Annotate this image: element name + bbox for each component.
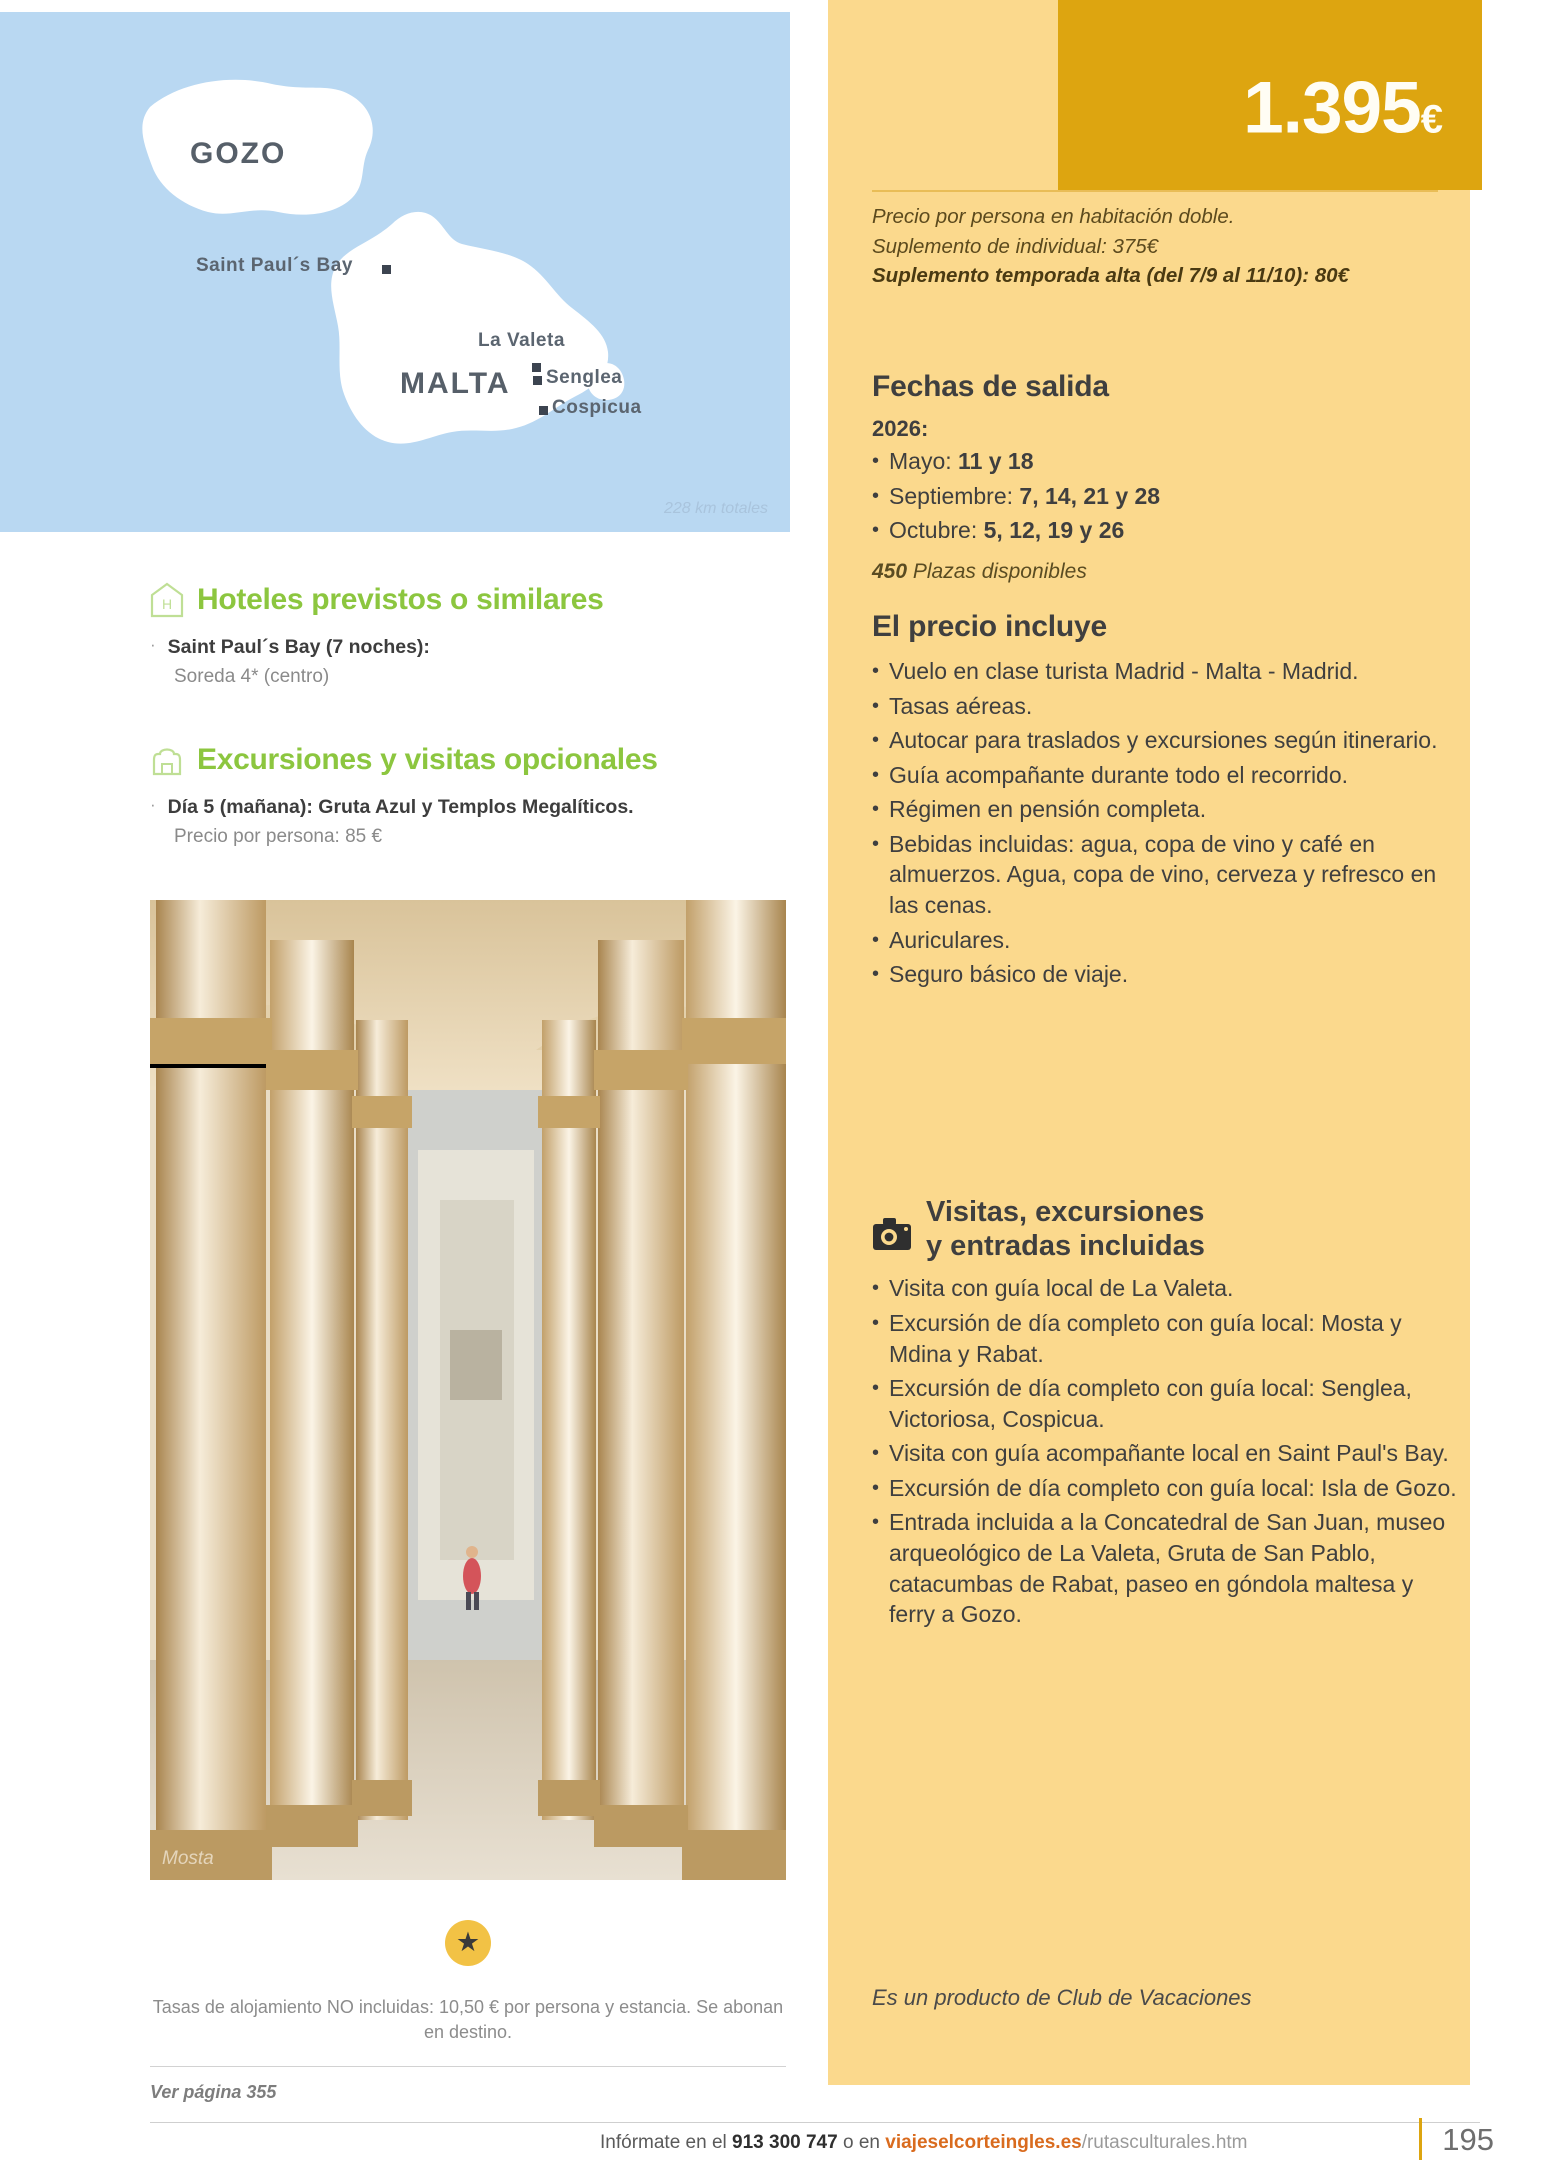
visit-text: Excursión de día completo con guía local: Mosta y Mdina y Rabat. <box>889 1310 1402 1367</box>
map-islands-graphic <box>0 12 790 532</box>
price-includes-section <box>872 610 1458 994</box>
bullet-marker: • <box>872 450 880 472</box>
footer-prefix: Infórmate en el <box>600 2132 733 2153</box>
include-text: Auriculares. <box>889 926 1011 953</box>
optional-excursions-title: Excursiones y visitas opcionales <box>197 743 658 776</box>
footer-mid: o en <box>837 2132 886 2153</box>
price-includes-title: El precio incluye <box>872 610 1108 643</box>
departure-row <box>872 446 1458 477</box>
bullet-marker: • <box>872 729 880 752</box>
bullet-marker: • <box>872 1377 880 1400</box>
visit-text: Entrada incluida a la Concatedral de San Juan, museo arqueológico de La Valeta, Gruta de San Pablo, catacumbas de Rabat, paseo en góndola maltesa y ferry a Gozo. <box>889 1509 1446 1628</box>
page-number-accent <box>1419 2118 1422 2160</box>
departure-days: 5, 12, 19 y 26 <box>983 517 1125 544</box>
hotels-title: Hoteles previstos o similares <box>197 583 604 616</box>
bullet-marker: • <box>872 928 880 951</box>
departure-month: Septiembre: <box>889 482 1020 509</box>
bullet-marker: · <box>150 635 156 654</box>
optional-excursion-name: Día 5 (mañana): Gruta Azul y Templos Megalíticos. <box>167 796 634 818</box>
visits-title-line2: y entradas incluidas <box>926 1230 1205 1263</box>
map-label-malta: MALTA <box>400 367 511 400</box>
page-number: 195 <box>1442 2122 1494 2157</box>
footer-contact-info <box>600 2132 1248 2154</box>
visit-item <box>872 1373 1458 1434</box>
include-item <box>872 794 1458 825</box>
optional-excursions-section <box>150 742 790 851</box>
include-text: Guía acompañante durante todo el recorrido. <box>889 761 1349 788</box>
hotel-detail: Soreda 4* (centro) <box>174 666 330 688</box>
departure-days: 11 y 18 <box>958 448 1034 474</box>
malta-map <box>0 12 790 532</box>
price-underline <box>872 190 1438 192</box>
visit-item <box>872 1507 1458 1629</box>
star-badge <box>150 1920 786 1971</box>
departure-dates-section <box>872 370 1458 584</box>
visit-text: Excursión de día completo con guía local: Senglea, Victoriosa, Cospicua. <box>889 1375 1412 1432</box>
footer-phone[interactable]: 913 300 747 <box>732 2132 838 2153</box>
hotel-item <box>150 634 790 660</box>
price-currency: € <box>1420 97 1442 142</box>
bullet-marker: • <box>872 694 880 717</box>
include-text: Bebidas incluidas: agua, copa de vino y café en almuerzos. Agua, copa de vino, cerveza y refresco en las cenas. <box>889 830 1437 919</box>
include-text: Tasas aéreas. <box>889 692 1033 719</box>
visit-text: Excursión de día completo con guía local: Isla de Gozo. <box>889 1474 1457 1501</box>
included-visits-title <box>926 1195 1205 1263</box>
include-item <box>872 691 1458 722</box>
optional-excursion-item <box>150 794 790 820</box>
map-label-la-valeta: La Valeta <box>478 330 565 351</box>
departure-row <box>872 481 1458 512</box>
camera-icon <box>872 1217 912 1251</box>
footer-website[interactable]: viajeselcorteingles.es <box>885 2132 1082 2153</box>
include-item <box>872 760 1458 791</box>
map-label-cospicua: Cospicua <box>552 397 642 418</box>
destination-photo <box>150 900 786 1880</box>
include-text: Seguro básico de viaje. <box>889 961 1129 988</box>
footer-divider <box>150 2066 786 2067</box>
map-dot-saint-pauls-bay <box>382 265 391 274</box>
svg-text:H: H <box>161 596 173 612</box>
bullet-marker: • <box>872 1312 880 1335</box>
price-amount: 1.395 <box>1243 67 1421 149</box>
backpack-icon <box>150 742 184 778</box>
optional-excursion-price: Precio por persona: 85 € <box>174 826 383 848</box>
bullet-marker: • <box>872 484 880 507</box>
hotel-house-icon <box>150 582 184 618</box>
map-label-senglea: Senglea <box>546 367 623 388</box>
visit-text: Visita con guía acompañante local en Saint Paul's Bay. <box>889 1440 1449 1467</box>
include-text: Vuelo en clase turista Madrid - Malta - Madrid. <box>889 658 1359 684</box>
hotels-section <box>150 582 790 691</box>
departure-days: 7, 14, 21 y 28 <box>1019 482 1161 509</box>
visit-item <box>872 1308 1458 1369</box>
optional-excursions-heading <box>150 742 790 778</box>
include-item <box>872 656 1458 687</box>
map-dot-senglea <box>533 376 542 385</box>
included-visits-section <box>872 1195 1458 1634</box>
bullet-marker: • <box>872 660 880 682</box>
price-block <box>1058 0 1482 190</box>
seats-count: 450 <box>872 559 908 583</box>
product-provider-note: Es un producto de Club de Vacaciones <box>872 1985 1252 2010</box>
price-note-2: Suplemento de individual: 375€ <box>872 234 1159 258</box>
price-value <box>1243 67 1442 149</box>
include-text: Régimen en pensión completa. <box>889 796 1207 823</box>
departure-month: Mayo: <box>889 448 959 474</box>
seats-label: Plazas disponibles <box>907 559 1087 583</box>
bullet-marker: • <box>872 798 880 821</box>
right-panel <box>828 0 1470 2085</box>
photo-caption: Mosta <box>162 1848 214 1869</box>
price-note-1: Precio por persona en habitación doble. <box>872 205 1235 228</box>
include-text: Autocar para traslados y excursiones según itinerario. <box>889 727 1438 754</box>
departure-year: 2026: <box>872 416 929 441</box>
colonnade-photo-graphic <box>150 900 786 1880</box>
map-dot-cospicua <box>539 406 548 415</box>
visits-title-line1: Visitas, excursiones <box>926 1196 1205 1228</box>
bullet-marker: • <box>872 963 880 986</box>
departure-dates-title: Fechas de salida <box>872 370 1109 403</box>
visit-item <box>872 1438 1458 1469</box>
include-item <box>872 829 1458 921</box>
bullet-marker: • <box>872 519 880 542</box>
visit-text: Visita con guía local de La Valeta. <box>889 1275 1234 1302</box>
map-label-saint-pauls-bay: Saint Paul´s Bay <box>196 255 353 276</box>
star-icon: ★ <box>445 1920 491 1966</box>
map-label-gozo: GOZO <box>190 137 287 170</box>
bullet-marker: • <box>872 1442 880 1465</box>
included-visits-heading <box>872 1195 1458 1263</box>
bullet-marker: • <box>872 763 880 786</box>
page-footer-rule <box>150 2122 1480 2123</box>
bullet-marker: • <box>872 1511 880 1534</box>
visit-item <box>872 1473 1458 1504</box>
include-item <box>872 925 1458 956</box>
hotels-heading <box>150 582 790 618</box>
bullet-marker: • <box>872 1277 880 1300</box>
price-fineprint <box>872 202 1452 291</box>
available-seats <box>872 560 1458 584</box>
departure-month: Octubre: <box>889 517 984 544</box>
see-page-link[interactable]: Ver página 355 <box>150 2082 277 2102</box>
departure-row <box>872 515 1458 546</box>
map-scale-label: 228 km totales <box>663 500 768 517</box>
bullet-marker: • <box>872 832 880 855</box>
price-note-3: Suplemento temporada alta (del 7/9 al 11/10): 80€ <box>872 264 1349 288</box>
visit-item <box>872 1273 1458 1304</box>
bullet-marker: • <box>872 1476 880 1499</box>
footer-path[interactable]: /rutasculturales.htm <box>1081 2132 1248 2153</box>
accommodation-tax-note: Tasas de alojamiento NO incluidas: 10,50 € por persona y estancia. Se abonan en destino. <box>152 1997 784 2043</box>
map-dot-la-valeta <box>532 363 541 372</box>
include-item <box>872 725 1458 756</box>
include-item <box>872 959 1458 990</box>
bullet-marker: · <box>150 795 156 814</box>
hotel-name: Saint Paul´s Bay (7 noches): <box>167 636 430 658</box>
